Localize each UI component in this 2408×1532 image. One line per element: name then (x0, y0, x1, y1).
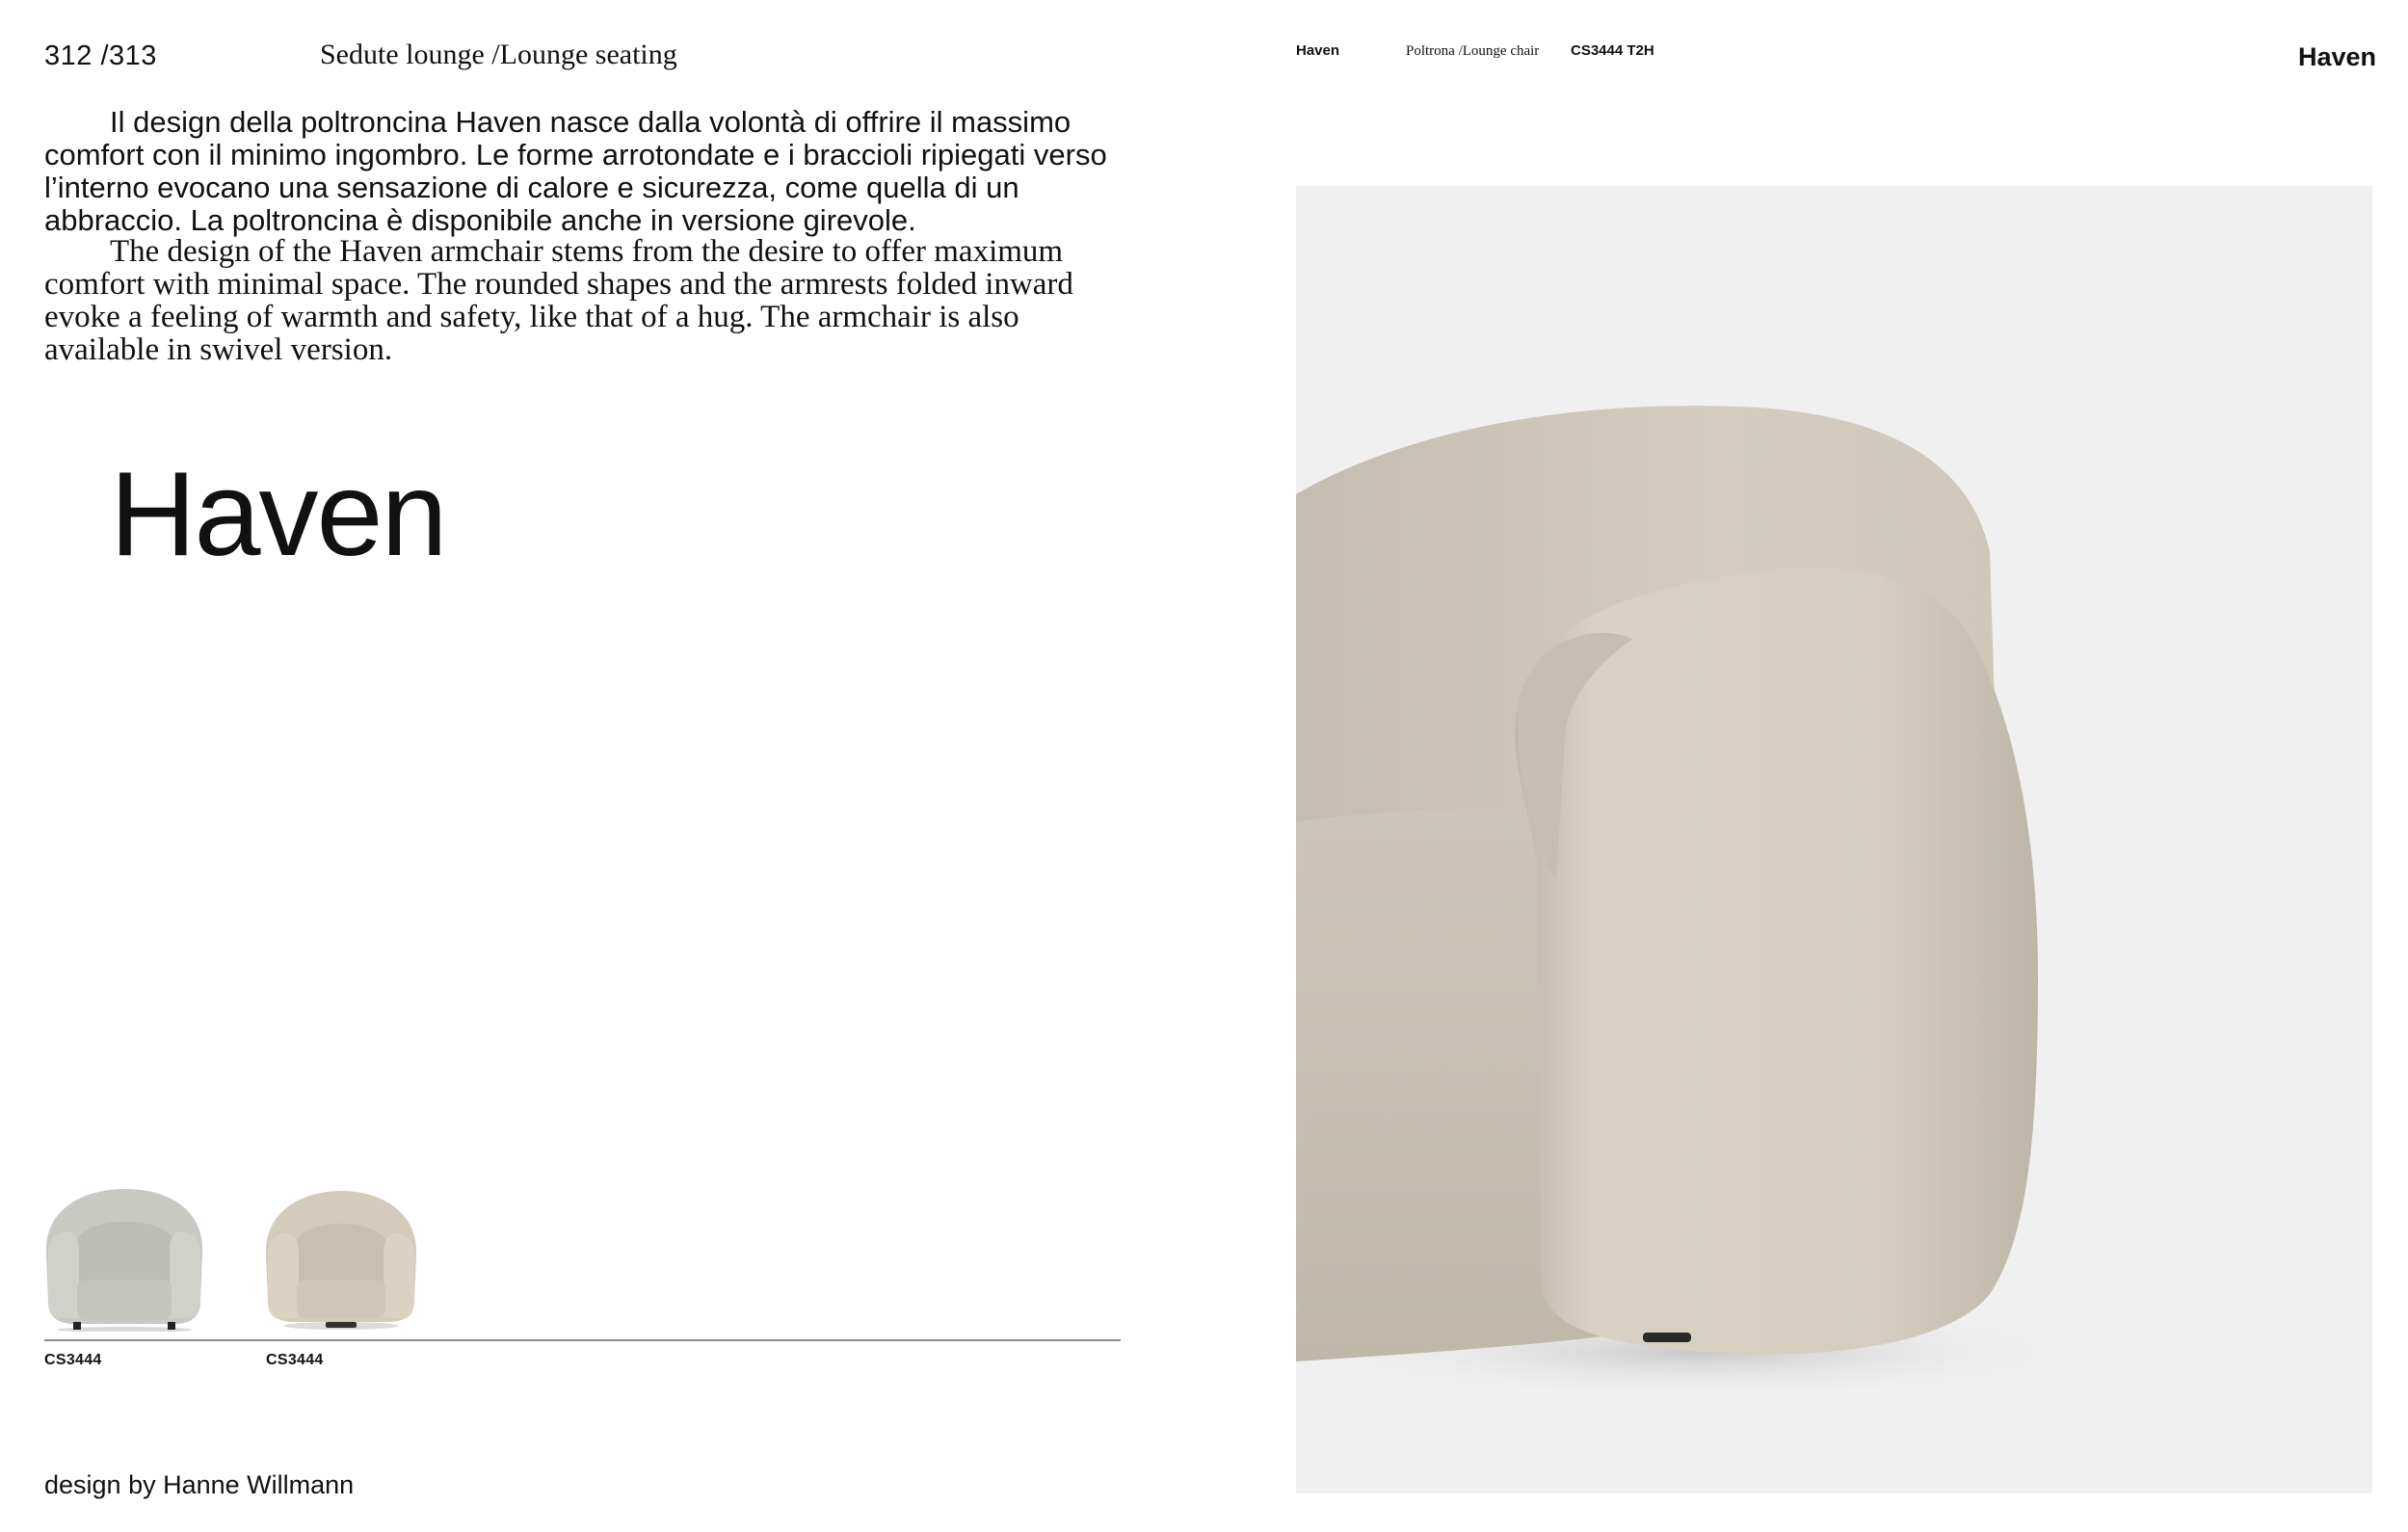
armchair-grey-image (40, 1183, 208, 1332)
description-italian (44, 106, 1133, 237)
page-numbers: 312 /313 (44, 40, 157, 71)
description-english (44, 235, 1133, 366)
right-header-type: Poltrona /Lounge chair (1406, 43, 1540, 59)
armchair-closeup-image (1296, 186, 2372, 1493)
section-title: Sedute lounge /Lounge seating (320, 39, 677, 70)
variant-code-1: CS3444 (44, 1352, 102, 1368)
armchair-beige-image (262, 1187, 420, 1330)
variant-thumbnail-beige[interactable] (262, 1187, 420, 1330)
description-english-text: The design of the Haven armchair stems from the desire to offer maximum comfort with minimal space. The rounded shapes and the armrests folded inward evoke a feeling of warmth and safety, like that of a hug. The armchair is also available in swivel version. (44, 234, 1073, 367)
variant-thumbnail-grey[interactable] (40, 1183, 208, 1332)
description-italian-text: Il design della poltroncina Haven nasce dalla volontà di offrire il massimo comfort con il minimo ingombro. Le forme arrotondate e i braccioli ripiegati verso l’interno evocano una sensazione di calore e sicurezza, come quella di un abbraccio. La poltroncina è disponibile anche in versione girevole. (44, 105, 1107, 237)
divider-line (44, 1339, 1121, 1341)
right-header-code: CS3444 T2H (1571, 42, 1654, 59)
designer-credit: design by Hanne Willmann (44, 1470, 355, 1499)
product-title: Haven (110, 448, 446, 581)
product-photo (1296, 186, 2372, 1493)
right-header-name: Haven (1296, 42, 1340, 59)
brand-name: Haven (2298, 42, 2377, 71)
variant-code-2: CS3444 (266, 1352, 324, 1368)
